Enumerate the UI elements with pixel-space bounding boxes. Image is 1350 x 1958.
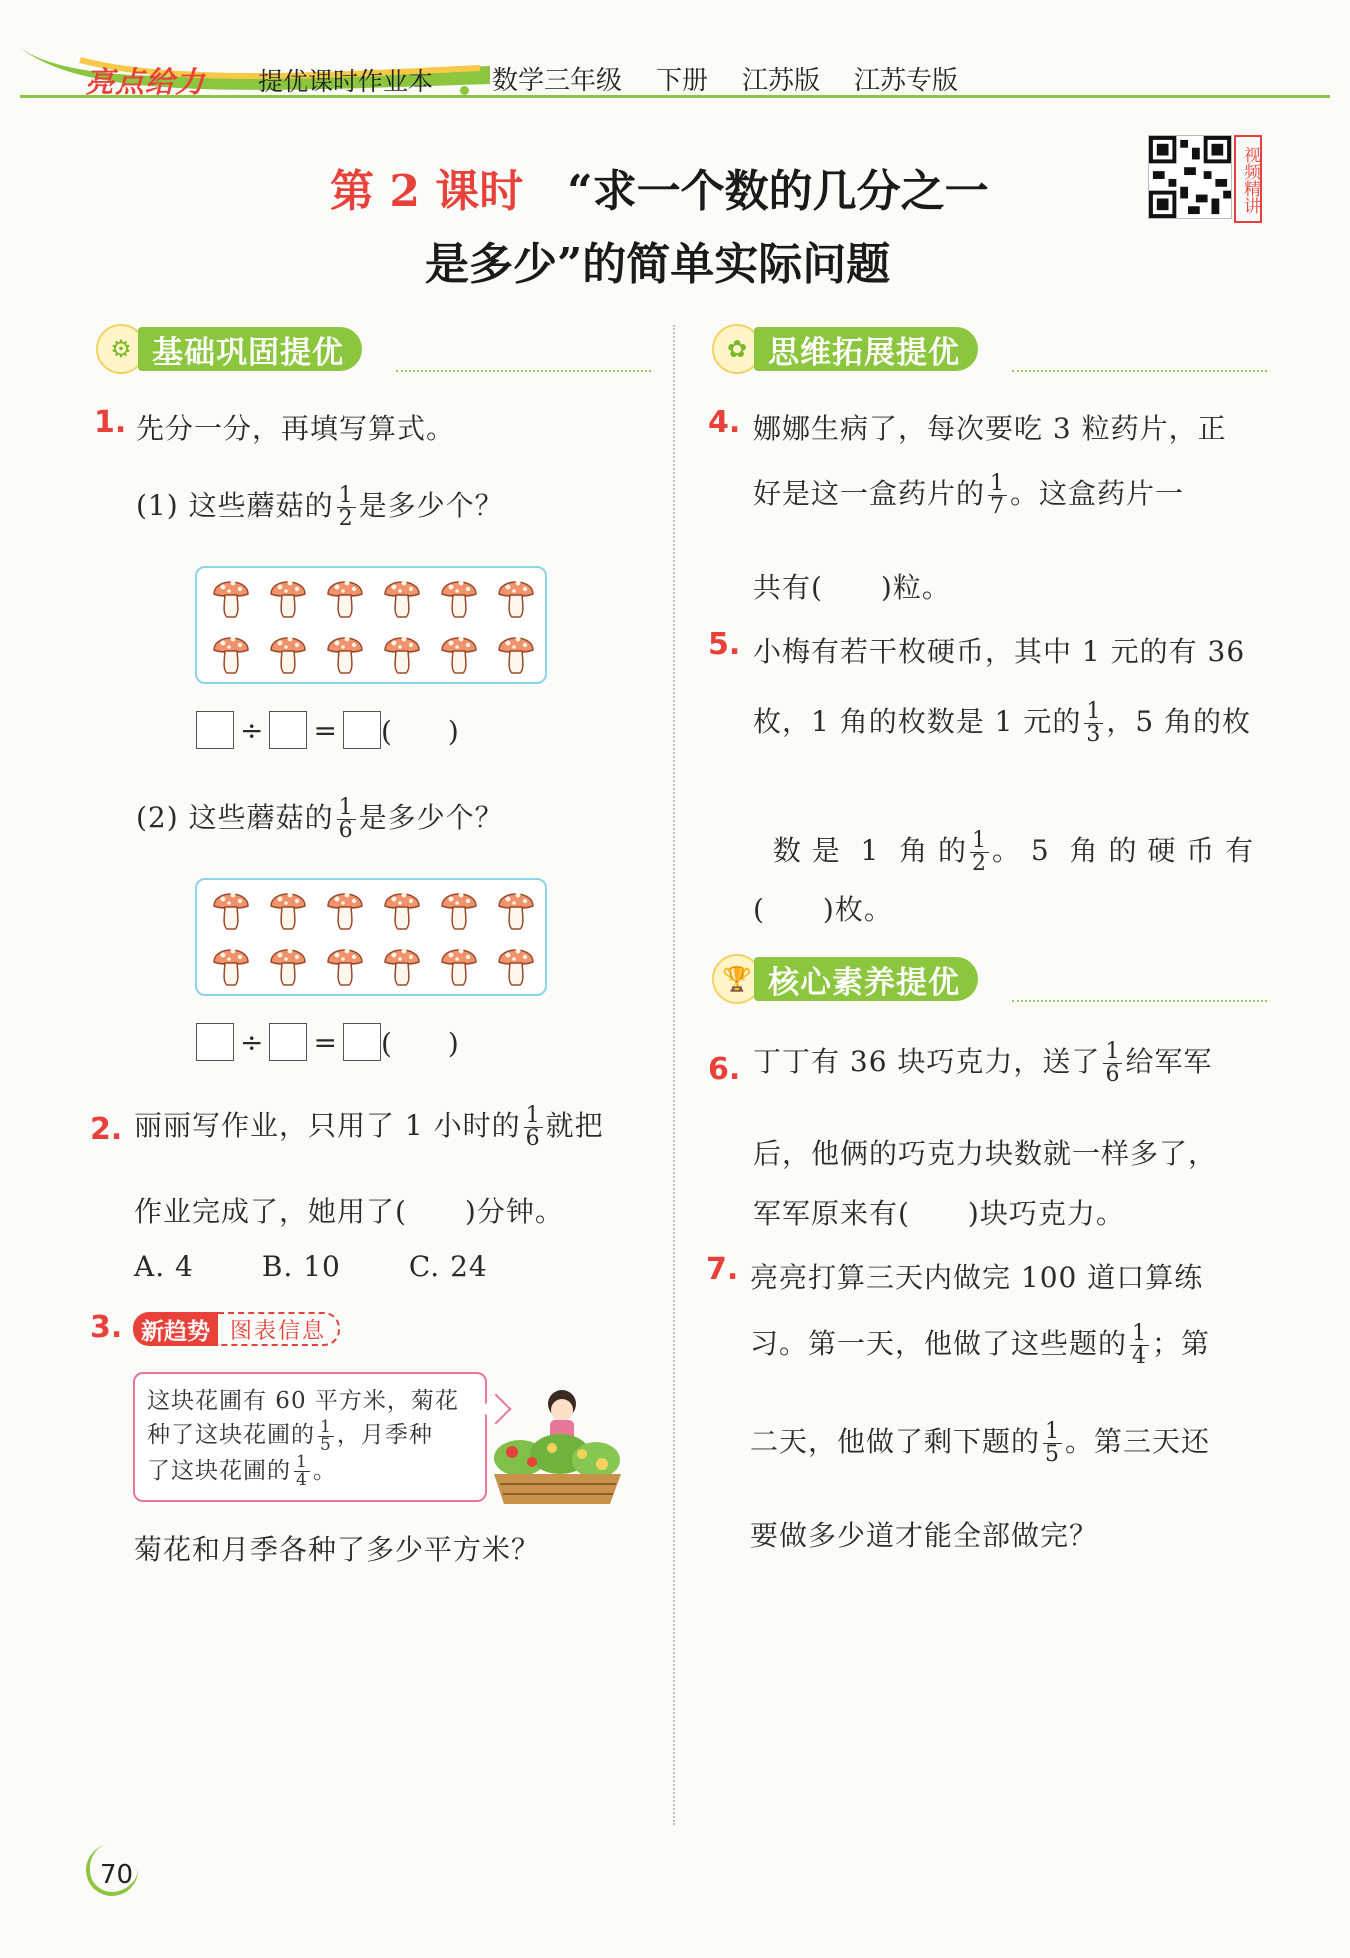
fraction-numerator: 1 xyxy=(338,795,354,820)
q6-fraction xyxy=(1103,1041,1122,1086)
lesson-number: 第 2 课时 xyxy=(330,166,524,217)
q2-fraction xyxy=(524,1105,543,1150)
mushroom-icon xyxy=(382,630,422,676)
trend-tag-label: 新趋势 xyxy=(133,1312,218,1346)
option-b[interactable]: B. 10 xyxy=(261,1250,341,1283)
fraction-numerator: 1 xyxy=(1045,1419,1061,1444)
q3-number: 3. xyxy=(90,1310,123,1345)
q1-part1 xyxy=(136,484,504,530)
q5-line2 xyxy=(753,700,1251,746)
section-basic-title: 基础巩固提优 xyxy=(138,327,362,371)
q6-line3: 军军原来有( )块巧克力。 xyxy=(753,1197,1125,1230)
section-thinking-rule xyxy=(1012,370,1267,372)
quotient-box[interactable] xyxy=(343,1023,381,1061)
q2-number: 2. xyxy=(90,1112,123,1147)
bubble-line1: 这块花圃有 60 平方米，菊花 xyxy=(147,1388,459,1414)
q5-line1: 小梅有若干枚硬币，其中 1 元的有 36 xyxy=(753,635,1246,668)
mushroom-icon xyxy=(268,886,308,932)
mushroom-icon xyxy=(439,942,479,988)
section-basic xyxy=(96,322,362,376)
q1-part2 xyxy=(136,796,504,842)
mushroom-icon xyxy=(382,574,422,620)
q4-line2-post: 。这盒药片一 xyxy=(1010,477,1185,510)
fraction-numerator: 1 xyxy=(296,1452,308,1472)
book-info-grade: 数学三年级 xyxy=(492,66,623,96)
q1-part2-post: 是多少个？ xyxy=(358,801,504,834)
fraction-numerator: 1 xyxy=(338,483,354,508)
mushroom-icon xyxy=(211,886,251,932)
q5-line2-post: ，5 角的枚 xyxy=(1106,705,1252,738)
q4-line3: 共有( )粒。 xyxy=(753,571,951,604)
fraction-denominator: 3 xyxy=(1086,722,1102,747)
quotient-box[interactable] xyxy=(343,711,381,749)
divisor-box[interactable] xyxy=(269,1023,307,1061)
option-c[interactable]: C. 24 xyxy=(408,1250,488,1283)
fraction-numerator: 1 xyxy=(972,828,988,853)
mushroom-icon xyxy=(268,574,308,620)
mushroom-icon xyxy=(382,942,422,988)
section-basic-rule xyxy=(396,370,651,372)
q4-fraction xyxy=(988,473,1007,518)
mushroom-box-2 xyxy=(195,878,547,996)
q7-line4: 要做多少道才能全部做完？ xyxy=(750,1519,1099,1552)
trophy-icon: 🏆 xyxy=(712,954,762,1004)
q4-line2 xyxy=(753,472,1184,518)
book-info xyxy=(492,60,958,97)
mushroom-icon xyxy=(325,630,365,676)
q7-line3-post: 。第三天还 xyxy=(1065,1425,1211,1458)
page-number: 70 xyxy=(100,1860,134,1890)
q7-fraction-2 xyxy=(1043,1421,1062,1466)
mushroom-icon xyxy=(268,942,308,988)
q7-line3-pre: 二天，他做了剩下题的 xyxy=(750,1425,1041,1458)
mushroom-icon xyxy=(211,630,251,676)
dividend-box[interactable] xyxy=(196,711,234,749)
q2-options xyxy=(134,1250,488,1283)
divisor-box[interactable] xyxy=(269,711,307,749)
book-info-edition: 江苏版 xyxy=(742,66,821,96)
column-divider xyxy=(673,325,675,1825)
option-a[interactable]: A. 4 xyxy=(134,1250,194,1283)
q1-part1-equation xyxy=(196,710,459,750)
mushroom-icon xyxy=(439,630,479,676)
fraction-numerator: 1 xyxy=(320,1416,332,1437)
section-core xyxy=(712,952,978,1006)
fraction-denominator: 6 xyxy=(1105,1062,1121,1087)
bubble-line2-pre: 种了这块花圃的 xyxy=(147,1422,315,1448)
bubble-line3 xyxy=(147,1454,473,1490)
q7-line1: 亮亮打算三天内做完 100 道口算练 xyxy=(750,1261,1204,1294)
lesson-title-line2: 是多少”的简单实际问题 xyxy=(425,239,891,290)
divide-sign: ÷ xyxy=(240,1025,264,1059)
q5-line2-pre: 枚，1 角的枚数是 1 元的 xyxy=(753,705,1082,738)
fraction-denominator: 7 xyxy=(990,494,1006,519)
fraction-denominator: 4 xyxy=(296,1470,308,1490)
q2-line1-post: 就把 xyxy=(545,1109,604,1142)
q7-line2-pre: 习。第一天，他做了这些题的 xyxy=(750,1327,1128,1360)
fraction-numerator: 1 xyxy=(1105,1039,1121,1064)
q1-text: 先分一分，再填写算式。 xyxy=(136,412,456,445)
page-header xyxy=(0,0,1350,120)
q6-line1-post: 给军军 xyxy=(1125,1045,1213,1078)
chart-info-tag-label: 图表信息 xyxy=(218,1312,340,1346)
mushroom-box-1 xyxy=(195,566,547,684)
bubble-fraction-1 xyxy=(318,1416,334,1455)
mushroom-icon xyxy=(439,574,479,620)
q7-line3 xyxy=(750,1420,1210,1466)
q1-part2-fraction xyxy=(337,797,356,842)
divide-sign: ÷ xyxy=(240,713,264,747)
book-info-volume: 下册 xyxy=(656,66,709,96)
header-dot-icon xyxy=(460,86,469,95)
q4-number: 4. xyxy=(708,405,741,440)
q5-line3 xyxy=(753,796,1254,875)
q2-line1-pre: 丽丽写作业，只用了 1 小时的 xyxy=(134,1109,521,1142)
q5-line4: ( )枚。 xyxy=(753,893,893,926)
q3-question: 菊花和月季各种了多少平方米？ xyxy=(134,1533,541,1566)
unit-blank[interactable]: ( ) xyxy=(380,715,459,748)
q5-fraction-1 xyxy=(1084,701,1103,746)
q6-line1-pre: 丁丁有 36 块巧克力，送了 xyxy=(753,1045,1101,1078)
mushroom-icon xyxy=(439,886,479,932)
mushroom-icon xyxy=(496,630,536,676)
section-thinking-title: 思维拓展提优 xyxy=(754,327,978,371)
q5-number: 5. xyxy=(708,627,741,662)
q7-line2-post: ；第 xyxy=(1152,1327,1211,1360)
fraction-denominator: 5 xyxy=(320,1434,332,1455)
q7-line2 xyxy=(750,1322,1210,1368)
q1-part1-pre: (1) 这些蘑菇的 xyxy=(136,489,334,522)
q4-line2-pre: 好是这一盒药片的 xyxy=(753,477,986,510)
qr-code-icon[interactable] xyxy=(1148,135,1232,219)
fraction-numerator: 1 xyxy=(525,1103,541,1128)
girl-garden-illustration xyxy=(490,1382,625,1510)
q1-part1-fraction xyxy=(337,485,356,530)
lesson-title-text1: “求一个数的几分之一 xyxy=(567,166,989,217)
q6-number: 6. xyxy=(708,1052,741,1087)
q2-line2: 作业完成了，她用了( )分钟。 xyxy=(134,1195,564,1228)
book-info-region: 江苏专版 xyxy=(854,66,959,96)
section-core-rule xyxy=(1012,1000,1267,1002)
section-thinking xyxy=(712,322,978,376)
q2-line1 xyxy=(134,1104,604,1150)
q5-line3-post: 。 5 角 的 硬 币 有 xyxy=(992,834,1255,867)
product-name: 提优课时作业本 xyxy=(258,67,434,96)
sprout-icon: ✿ xyxy=(712,324,762,374)
fraction-denominator: 2 xyxy=(338,506,354,531)
q5-fraction-2 xyxy=(970,830,989,875)
mushroom-icon xyxy=(325,886,365,932)
mushroom-icon xyxy=(211,574,251,620)
q1-part2-equation xyxy=(196,1022,459,1062)
bubble-line3-post: 。 xyxy=(312,1457,337,1484)
q1-part1-post: 是多少个？ xyxy=(358,489,504,522)
mushroom-icon xyxy=(496,942,536,988)
brand-logo: 亮点给力 xyxy=(85,65,206,99)
q1-number: 1. xyxy=(94,405,127,440)
mushroom-icon xyxy=(211,942,251,988)
q7-number: 7. xyxy=(706,1252,739,1287)
q6-line2: 后，他俩的巧克力块数就一样多了， xyxy=(753,1137,1218,1170)
qr-video-label: 视频精讲 xyxy=(1234,135,1262,223)
q7-fraction-1 xyxy=(1130,1323,1149,1368)
section-core-title: 核心素养提优 xyxy=(754,957,978,1001)
mushroom-icon xyxy=(382,886,422,932)
q3-tag xyxy=(133,1312,340,1346)
bubble-line3-pre: 了这块花圃的 xyxy=(147,1457,291,1484)
q4-line1: 娜娜生病了，每次要吃 3 粒药片，正 xyxy=(753,412,1227,445)
mushroom-icon xyxy=(268,630,308,676)
mushroom-icon xyxy=(325,942,365,988)
q5-line3-pre: 数 是 1 角 的 xyxy=(772,834,968,867)
fraction-denominator: 4 xyxy=(1132,1344,1148,1369)
mushroom-icon xyxy=(496,574,536,620)
fraction-numerator: 1 xyxy=(1086,699,1102,724)
q1-part2-pre: (2) 这些蘑菇的 xyxy=(136,801,334,834)
fraction-numerator: 1 xyxy=(990,471,1006,496)
fraction-denominator: 6 xyxy=(525,1126,541,1151)
mushroom-icon xyxy=(496,886,536,932)
mushroom-icon xyxy=(325,574,365,620)
equals-sign: = xyxy=(313,713,337,747)
gears-icon: ⚙ xyxy=(96,324,146,374)
q6-line1 xyxy=(753,1040,1212,1086)
fraction-denominator: 6 xyxy=(338,818,354,843)
speech-bubble xyxy=(133,1372,487,1502)
lesson-title-line1 xyxy=(330,155,989,219)
fraction-denominator: 2 xyxy=(972,851,988,876)
bubble-line2 xyxy=(147,1418,473,1454)
unit-blank[interactable]: ( ) xyxy=(380,1027,459,1060)
bubble-fraction-2 xyxy=(294,1454,310,1489)
fraction-denominator: 5 xyxy=(1045,1442,1061,1467)
equals-sign: = xyxy=(313,1025,337,1059)
bubble-line2-post: ，月季种 xyxy=(336,1422,433,1448)
fraction-numerator: 1 xyxy=(1132,1321,1148,1346)
dividend-box[interactable] xyxy=(196,1023,234,1061)
